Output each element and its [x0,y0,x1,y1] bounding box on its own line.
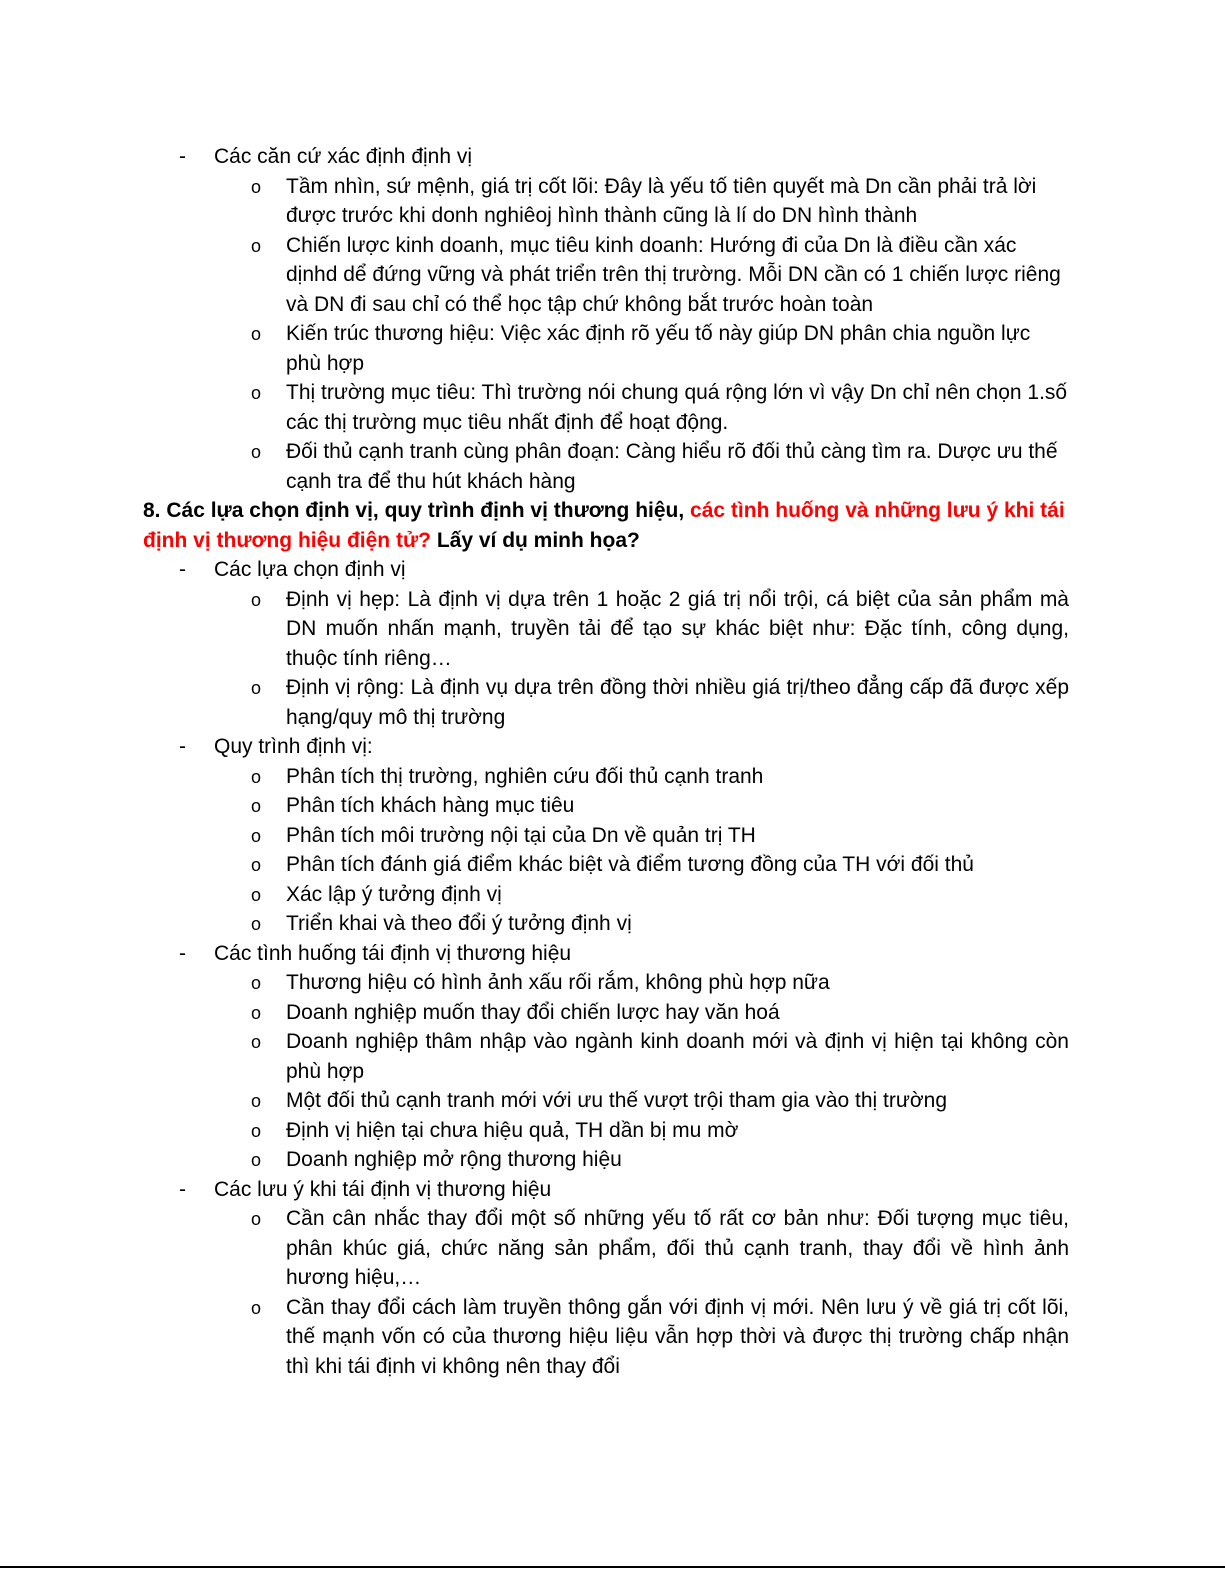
list-item-text: Phân tích đánh giá điểm khác biệt và điểm tương đồng của TH với đối thủ [286,853,974,876]
list-item [143,378,1069,437]
circle-marker: o [251,1150,262,1170]
circle-marker: o [251,383,262,403]
circle-marker: o [251,914,262,934]
list-item [143,231,1069,320]
circle-marker: o [251,973,262,993]
dash-marker: - [179,941,186,965]
question-text: 8. Các lựa chọn định vị, quy trình định vị thương hiệu, [143,499,691,522]
list-item [143,1145,1069,1175]
question-text-end: Lấy ví dụ minh họa? [430,528,640,552]
list-item [143,319,1069,378]
list-item-text: Định vị rộng: Là định vụ dựa trên đồng thời nhiều giá trị/theo đẳng cấp đã được xếp hạng/quy mô thị trường [286,676,1069,729]
list-item-text: Phân tích môi trường nội tại của Dn về quản trị TH [286,823,756,847]
list-item [143,880,1069,910]
list-item-text: Doanh nghiệp mở rộng thương hiệu [286,1148,622,1171]
list-item [143,821,1069,851]
bullet-positioning-process [143,732,1069,762]
bullet-repositioning-notes [143,1175,1069,1205]
list-item-text: Thương hiệu có hình ảnh xấu rối rắm, không phù hợp nữa [286,971,830,994]
list-item [143,172,1069,231]
list-item [143,673,1069,732]
circle-marker: o [251,678,262,698]
circle-marker: o [251,884,262,905]
bullet-text: Các lưu ý khi tái định vị thương hiệu [214,1177,552,1201]
list-item [143,1086,1069,1116]
bullet-text: Các lựa chọn định vị [214,558,406,581]
circle-marker: o [251,855,262,875]
circle-marker: o [251,1297,262,1318]
circle-marker: o [251,1032,262,1052]
list-item-text: Cần thay đổi cách làm truyền thông gắn với định vị mới. Nên lưu ý về giá trị cốt lõi, thế mạnh vốn có của thương hiệu liệu vẫn hợp thời và được thị trường chấp nhận thì khi tái định vi không nên thay đổi [286,1295,1069,1378]
bullet-text: Các tình huống tái định vị thương hiệu [214,941,572,965]
list-item [143,968,1069,998]
list-item [143,585,1069,674]
circle-marker: o [251,1002,262,1023]
list-item [143,762,1069,792]
dash-marker: - [179,558,186,581]
bullet-positioning-bases [143,142,1069,172]
list-item [143,909,1069,939]
circle-marker: o [251,235,262,256]
list-item-text: Phân tích khách hàng mục tiêu [286,794,575,817]
list-item-text: Định vị hiện tại chưa hiệu quả, TH dần bị mu mờ [286,1118,739,1142]
circle-marker: o [251,1120,262,1141]
list-item [143,1027,1069,1086]
circle-marker: o [251,796,262,816]
dash-marker: - [179,1177,186,1201]
list-item-text: Phân tích thị trường, nghiên cứu đối thủ cạnh tranh [286,764,764,788]
list-item [143,1293,1069,1382]
list-item-text: Xác lập ý tưởng định vị [286,882,502,906]
list-item-text: Cần cân nhắc thay đổi một số những yếu tố rất cơ bản như: Đối tượng mục tiêu, phân khúc giá, chức năng sản phẩm, đối thủ cạnh tranh, thay đổi về hình ảnh hương hiệu,… [286,1207,1069,1289]
list-item [143,998,1069,1028]
circle-marker: o [251,766,262,787]
bullet-text: Quy trình định vị: [214,735,373,758]
circle-marker: o [251,589,262,610]
list-item [143,437,1069,496]
document-content [143,142,1069,1381]
list-item-text: Chiến lược kinh doanh, mục tiêu kinh doanh: Hướng đi của Dn là điều cần xác dịnhd dể đứng vững và phát triển trên thị trường. Mỗi DN cần có 1 chiến lược riêng và DN đi sau chỉ có thể học tập chứ không bắt trước hoàn toàn [286,233,1061,316]
dash-marker: - [179,735,186,758]
dash-marker: - [179,145,186,168]
bullet-text: Các căn cứ xác định định vị [214,145,473,168]
list-item [143,791,1069,821]
list-item [143,1204,1069,1293]
list-item-text: Doanh nghiệp thâm nhập vào ngành kinh doanh mới và định vị hiện tại không còn phù hợp [286,1030,1069,1083]
bullet-positioning-options [143,555,1069,585]
list-item-text: Triển khai và theo đổi ý tưởng định vị [286,912,632,935]
list-item [143,1116,1069,1146]
list-item-text: Đối thủ cạnh tranh cùng phân đoạn: Càng hiểu rõ đối thủ càng tìm ra. Dược ưu thế cạnh tra để thu hút khách hàng [286,440,1058,493]
circle-marker: o [251,442,262,462]
list-item-text: Thị trường mục tiêu: Thì trường nói chung quá rộng lớn vì vậy Dn chỉ nên chọn 1.số các thị trường mục tiêu nhất định để hoạt động. [286,381,1068,434]
question-heading [143,496,1069,555]
circle-marker: o [251,1209,262,1229]
page-bottom-rule [0,1566,1225,1568]
bullet-repositioning-situations [143,939,1069,969]
list-item-text: Định vị hẹp: Là định vị dựa trên 1 hoặc 2 giá trị nổi trội, cá biệt của sản phẩm mà DN muốn nhấn mạnh, truyền tải để tạo sự khác biệt như: Đặc tính, công dụng, thuộc tính riêng… [286,587,1069,670]
list-item [143,850,1069,880]
circle-marker: o [251,1091,262,1111]
list-item-text: Kiến trúc thương hiệu: Việc xác định rõ yếu tố này giúp DN phân chia nguồn lực phù hợp [286,322,1031,375]
list-item-text: Doanh nghiệp muốn thay đổi chiến lược hay văn hoá [286,1000,780,1024]
circle-marker: o [251,825,262,846]
list-item-text: Một đối thủ cạnh tranh mới với ưu thế vượt trội tham gia vào thị trường [286,1089,948,1112]
circle-marker: o [251,176,262,197]
list-item-text: Tầm nhìn, sứ mệnh, giá trị cốt lõi: Đây là yếu tố tiên quyết mà Dn cần phải trả lời được trước khi donh nghiêoj hình thành cũng là lí do DN hình thành [286,174,1037,227]
circle-marker: o [251,324,262,344]
question-highlight: các tình huống và những lưu ý khi tái định vị thương hiệu điện tử? [143,499,1065,552]
